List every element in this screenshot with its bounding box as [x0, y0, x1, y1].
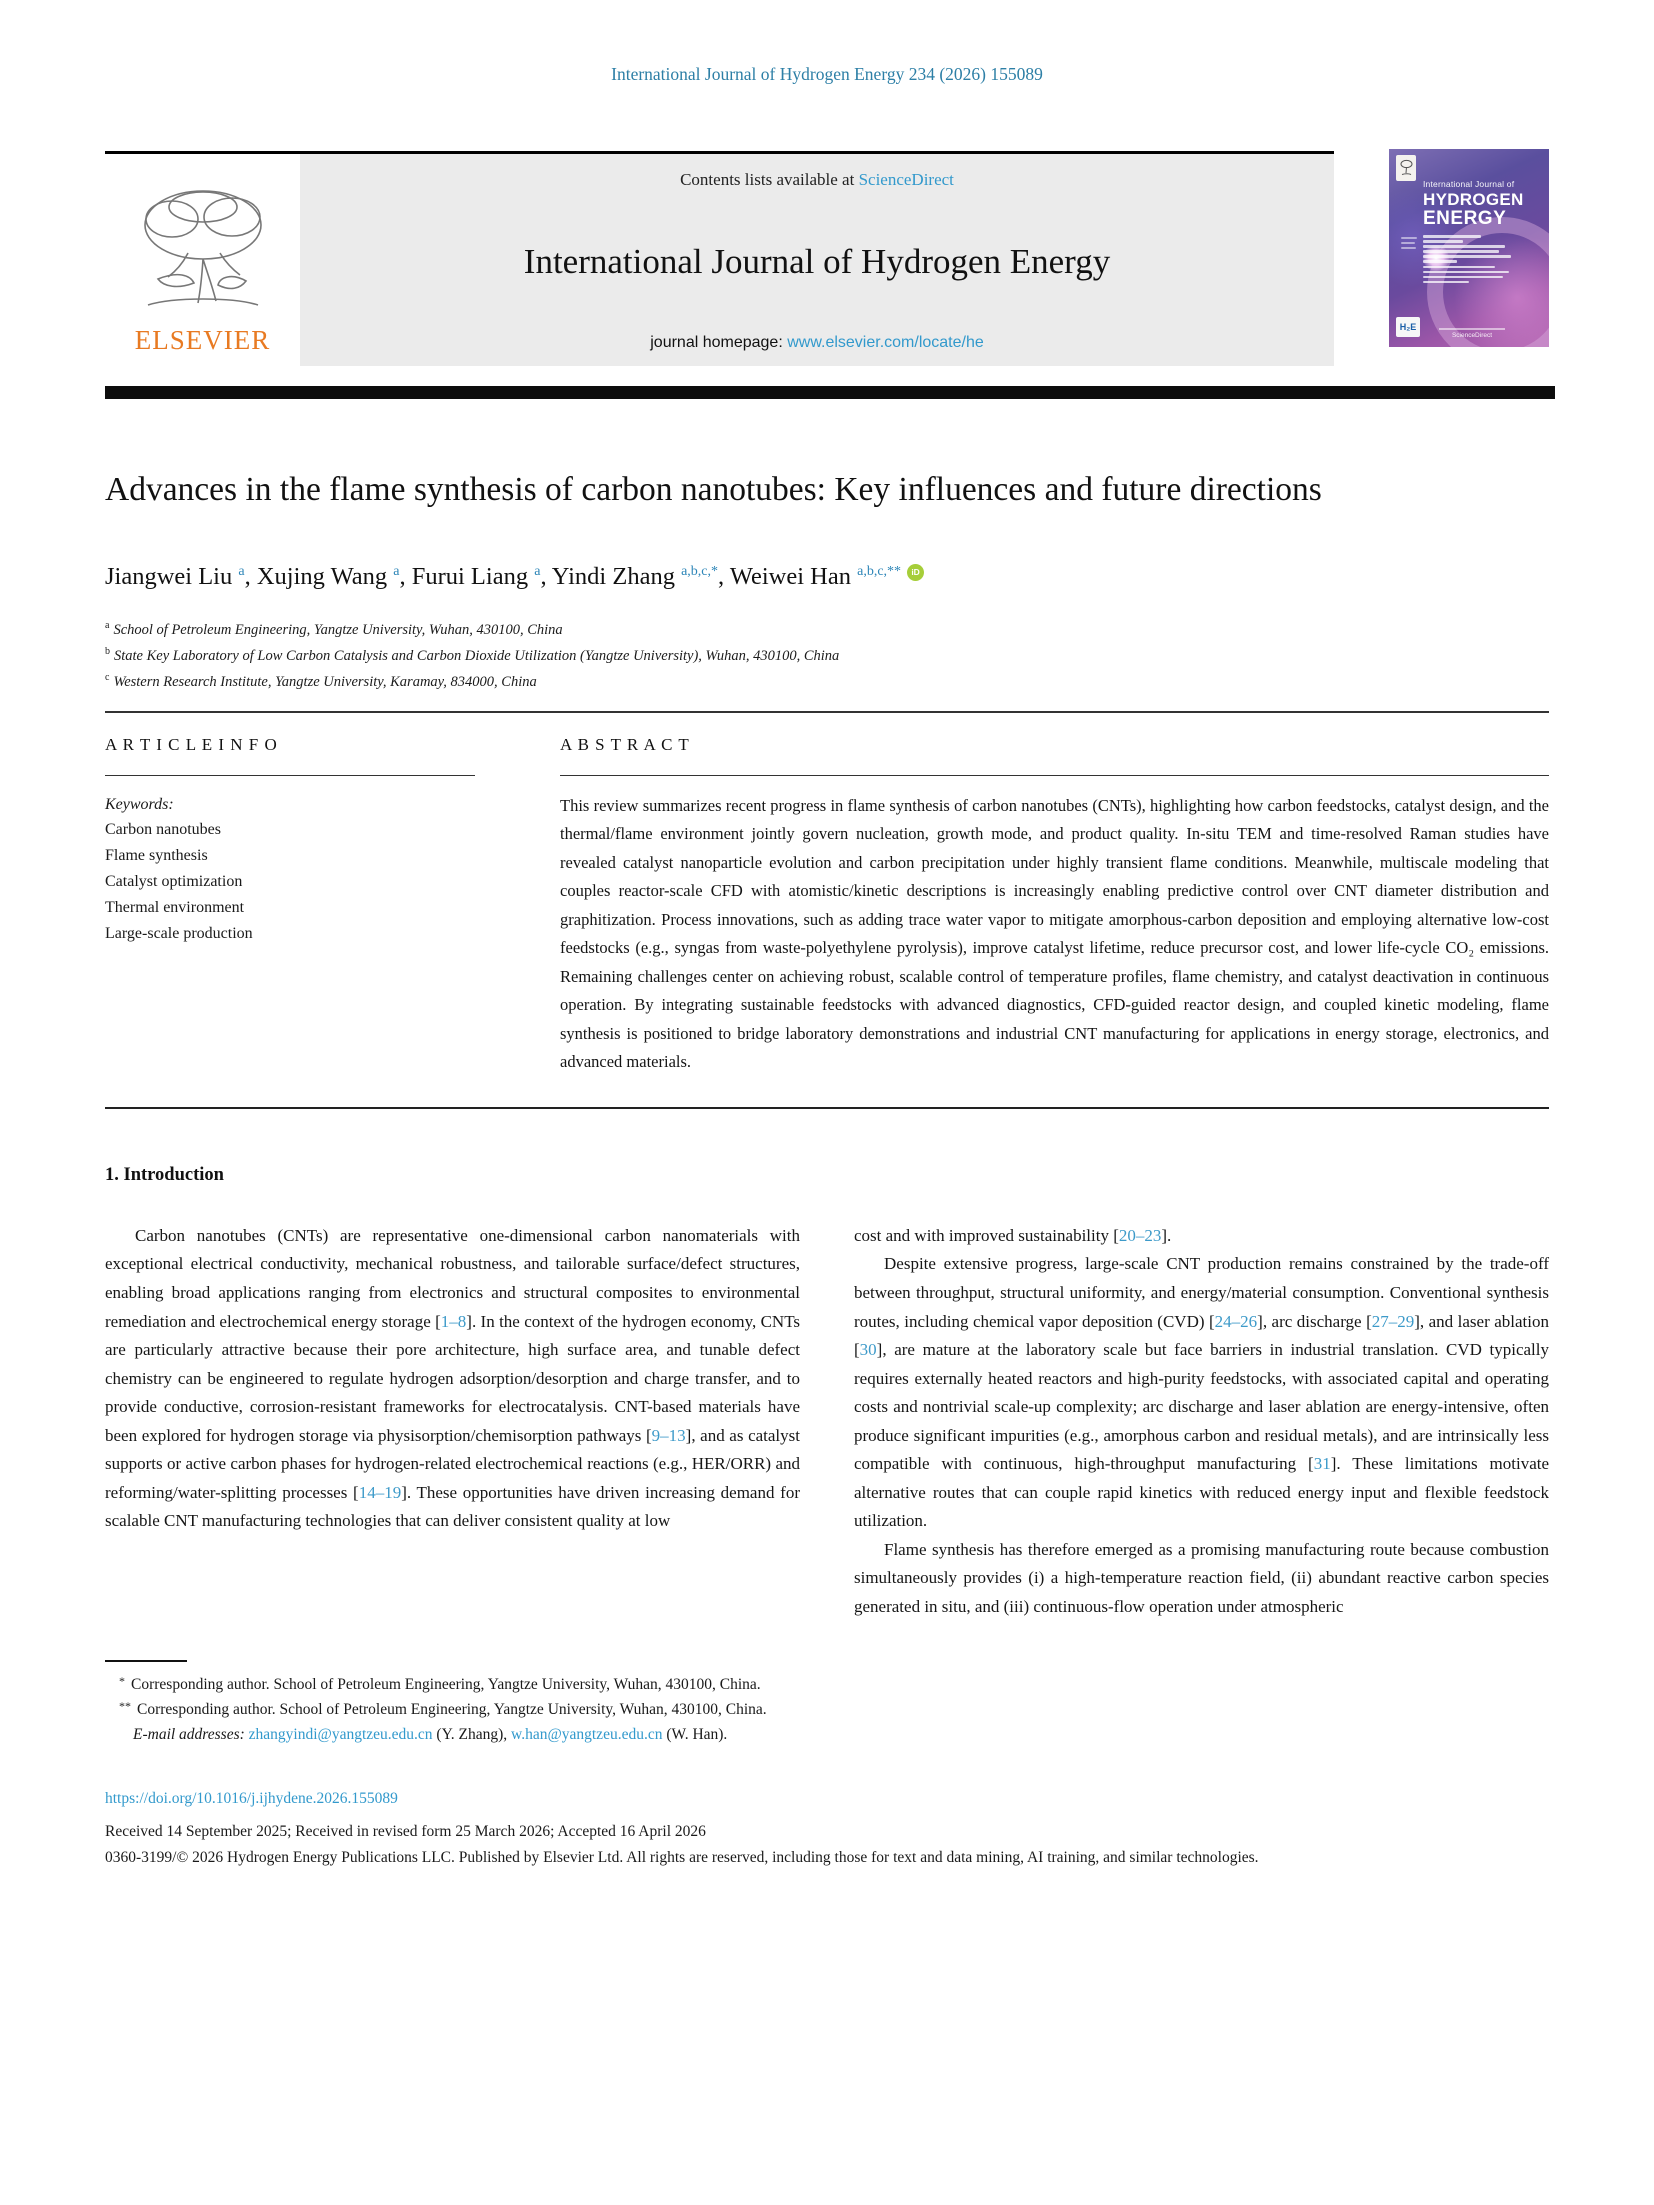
- footnotes-block: [105, 1672, 1549, 1747]
- cover-editor-labels: [1401, 237, 1417, 252]
- section-heading-introduction: 1. Introduction: [105, 1164, 224, 1185]
- sciencedirect-link[interactable]: ScienceDirect: [858, 170, 954, 189]
- author-affil-sup: a: [393, 564, 400, 580]
- email-link-zhang[interactable]: zhangyindi@yangtzeu.edu.cn: [248, 1725, 433, 1743]
- cover-editor-names: [1423, 235, 1511, 286]
- citation-link[interactable]: 14–19: [358, 1482, 402, 1502]
- cover-sciencedirect: ScienceDirect: [1439, 328, 1505, 339]
- author-affil-sup: a: [238, 564, 245, 580]
- text-span: ]. These opportunities have driven increasing demand for scalable CNT manufacturing technologies that can deliver consistent quality at low: [105, 1482, 800, 1531]
- author: Furui Liang $^a$,: [411, 563, 552, 591]
- elsevier-tree-icon: [128, 183, 278, 323]
- affiliations: [105, 617, 1549, 694]
- citation-link[interactable]: 30: [859, 1340, 877, 1360]
- article-info-column: [105, 735, 475, 1077]
- author-affil-sup: a,b,c,**: [857, 564, 902, 580]
- contents-prefix: Contents lists available at: [680, 170, 859, 189]
- body-columns: [105, 1222, 1549, 1622]
- cover-title-line1: International Journal of: [1423, 179, 1515, 189]
- orcid-icon[interactable]: iD: [907, 564, 924, 581]
- cover-elsevier-mini-logo: [1396, 155, 1416, 181]
- footnote-corresponding-1: * Corresponding author. School of Petroleum Engineering, Yangtze University, Wuhan, 430100, China.: [119, 1673, 761, 1693]
- footnote-rule: [105, 1660, 187, 1662]
- email-link-han[interactable]: w.han@yangtzeu.edu.cn: [511, 1725, 663, 1743]
- elsevier-wordmark: ELSEVIER: [134, 325, 271, 355]
- divider-rule-bottom: [105, 1107, 1549, 1109]
- article-info-heading: A R T I C L E I N F O: [105, 734, 278, 754]
- cover-wrap: [1389, 149, 1549, 347]
- text-span: ], are mature at the laboratory scale but face barriers in industrial translation. CVD typically requires externally heated reactors and high-purity feedstocks, with associated capital and operating costs and nontrivial scale-up complexity; arc discharge and laser ablation are energy-intensive, often produce significant impurities (e.g., amorphous carbon and residual metals), and are intrinsically less compatible with continuous, high-throughput manufacturing [: [854, 1340, 1549, 1474]
- keywords-block: [105, 792, 475, 947]
- homepage-line: [300, 334, 1334, 352]
- keyword-item: Large-scale production: [105, 925, 253, 943]
- cover-mini-bar: [1439, 328, 1505, 330]
- divider-rule-top: [105, 711, 1549, 713]
- text-span: ], arc discharge [: [1257, 1311, 1372, 1331]
- masthead-center: [300, 154, 1334, 366]
- journal-citation-header: International Journal of Hydrogen Energy 234 (2026) 155089: [611, 64, 1043, 84]
- intro-paragraph: [105, 1222, 800, 1536]
- cover-title-line3: ENERGY: [1423, 207, 1507, 229]
- citation-link[interactable]: 31: [1313, 1454, 1331, 1474]
- info-abstract-block: [105, 735, 1549, 1077]
- abstract-heading: A B S T R A C T: [560, 734, 690, 754]
- doi-link[interactable]: https://doi.org/10.1016/j.ijhydene.2026.155089: [105, 1789, 398, 1807]
- citation-link[interactable]: 20–23: [1118, 1225, 1162, 1245]
- elsevier-logo: [105, 154, 300, 366]
- text-span: ].: [1161, 1225, 1172, 1245]
- intro-paragraph: [854, 1250, 1549, 1535]
- keyword-item: Catalyst optimization: [105, 873, 243, 891]
- keyword-item: Thermal environment: [105, 899, 245, 917]
- text-span: Despite extensive progress, large-scale CNT production remains constrained by the trade-off between throughput, structural uniformity, and energy/material consumption. Conventional synthesis routes, including chemical vapor deposition (CVD) [: [854, 1254, 1549, 1331]
- text-span: ], and laser ablation [: [854, 1311, 1549, 1360]
- homepage-prefix: journal homepage:: [650, 334, 788, 351]
- homepage-url-link[interactable]: www.elsevier.com/locate/he: [787, 334, 984, 351]
- abstract-text: This review summarizes recent progress in flame synthesis of carbon nanotubes (CNTs), highlighting how carbon feedstocks, catalyst design, and the thermal/flame environment jointly govern nucleation, growth mode, and product quality. In-situ TEM and time-resolved Raman studies have revealed catalyst nanoparticle evolution and carbon precipitation under highly transient flame conditions. Meanwhile, multiscale modeling that couples reactor-scale CFD with atomistic/kinetic descriptions is increasingly enabling predictive control over CNT diameter distribution and graphitization. Process innovations, such as adding trace water vapor to mitigate amorphous-carbon deposition and employing alternative low-cost feedstocks (e.g., syngas from waste-polyethylene pyrolysis), improve catalyst lifetime, reduce precursor cost, and lower life-cycle CO₂ emissions. Remaining challenges center on achieving robust, scalable control of temperature profiles, flame chemistry, and catalyst deactivation in continuous operation. By integrating sustainable feedstocks with advanced diagnostics, CFD-guided reactor design, and coupled kinetic modeling, flame synthesis is positioned to bridge laboratory demonstrations and industrial CNT manufacturing for applications in energy storage, electronics, and advanced materials.: [560, 795, 1549, 1072]
- article-info-rule: [105, 775, 475, 776]
- text-span: cost and with improved sustainability [: [854, 1225, 1119, 1245]
- text-span: Flame synthesis has therefore emerged as a promising manufacturing route because combustion simultaneously provides (i) a high-temperature reaction field, (ii) abundant reactive carbon species generated in situ, and (iii) continuous-flow operation under atmospheric: [854, 1539, 1549, 1616]
- copyright-line: 0360-3199/© 2026 Hydrogen Energy Publications LLC. Published by Elsevier Ltd. All rights are reserved, including those for text and data mining, AI training, and similar technologies.: [105, 1849, 1259, 1867]
- authors-line: [105, 563, 1549, 591]
- text-span: Carbon nanotubes (CNTs) are representative one-dimensional carbon nanomaterials with exceptional electrical conductivity, mechanical robustness, and tailorable surface/defect structures, enabling broad applications ranging from electronics and structural composites to environmental remediation and electrochemical energy storage [: [105, 1225, 800, 1331]
- cover-h2e-logo: H₂E: [1396, 317, 1420, 337]
- body-column-right: [854, 1222, 1549, 1622]
- text-span: ]. In the context of the hydrogen economy, CNTs are particularly attractive because their pore architecture, high surface area, and tunable defect chemistry can be engineered to regulate hydrogen adsorption/desorption and charge transfer, and to provide conductive, corrosion-resistant frameworks for electrocatalysis. CNT-based materials have been explored for hydrogen storage via physisorption/chemisorption pathways [: [105, 1311, 801, 1445]
- intro-paragraph: [854, 1536, 1549, 1622]
- keyword-item: Flame synthesis: [105, 847, 208, 865]
- footnote-emails: E-mail addresses: zhangyindi@yangtzeu.edu.cn (Y. Zhang), w.han@yangtzeu.edu.cn (W. Han).: [133, 1725, 728, 1743]
- masthead-box: [105, 151, 1334, 366]
- journal-title: International Journal of Hydrogen Energy: [523, 242, 1111, 281]
- body-column-left: [105, 1222, 800, 1622]
- text-span: ]. These limitations motivate alternative routes that can couple rapid kinetics with reduced energy input and flexible feedstock utilization.: [854, 1454, 1550, 1531]
- author: Yindi Zhang $^{a,b,c,*}$,: [551, 563, 730, 591]
- author-affil-sup: a,b,c,*: [681, 564, 719, 580]
- citation-link[interactable]: 1–8: [440, 1311, 467, 1331]
- affiliation-line: $^b$ State Key Laboratory of Low Carbon Catalysis and Carbon Dioxide Utilization (Yangtze University), Wuhan, 430100, China: [105, 646, 840, 664]
- author: Xujing Wang $^a$,: [256, 563, 412, 591]
- author: Jiangwei Liu $^a$,: [105, 563, 257, 591]
- abstract-column: [560, 735, 1549, 1077]
- header-divider-bar: [105, 386, 1555, 399]
- citation-link[interactable]: 27–29: [1371, 1311, 1415, 1331]
- author-affil-sup: a: [534, 564, 541, 580]
- journal-cover-thumbnail[interactable]: [1389, 149, 1549, 347]
- affiliation-line: $^c$ Western Research Institute, Yangtze University, Karamay, 834000, China: [105, 671, 537, 690]
- footnote-corresponding-2: ** Corresponding author. School of Petroleum Engineering, Yangtze University, Wuhan, 430100, China.: [119, 1698, 767, 1718]
- email-label: E-mail addresses:: [133, 1725, 245, 1743]
- citation-link[interactable]: 24–26: [1214, 1311, 1258, 1331]
- text-span: ], and as catalyst supports or active carbon phases for hydrogen-related electrochemical reactions (e.g., HER/ORR) and reforming/water-splitting processes [: [105, 1425, 800, 1502]
- article-title: Advances in the flame synthesis of carbon nanotubes: Key influences and future directions: [105, 471, 1322, 508]
- intro-paragraph: [854, 1222, 1549, 1251]
- cover-title-line2: HYDROGEN: [1423, 190, 1524, 209]
- masthead: [105, 151, 1549, 366]
- author: Weiwei Han $^{a,b,c,**}$: [729, 563, 902, 591]
- publication-info-block: [105, 1787, 1549, 1871]
- received-dates: Received 14 September 2025; Received in revised form 25 March 2026; Accepted 16 April 2026: [105, 1822, 706, 1840]
- citation-link[interactable]: 9–13: [651, 1425, 686, 1445]
- cover-title-block: [1423, 179, 1524, 228]
- affiliation-line: $^a$ School of Petroleum Engineering, Yangtze University, Wuhan, 430100, China: [105, 620, 563, 639]
- keywords-label: Keywords:: [105, 795, 174, 813]
- abstract-rule: [560, 775, 1549, 776]
- contents-line: [300, 170, 1334, 190]
- keyword-item: Carbon nanotubes: [105, 821, 221, 839]
